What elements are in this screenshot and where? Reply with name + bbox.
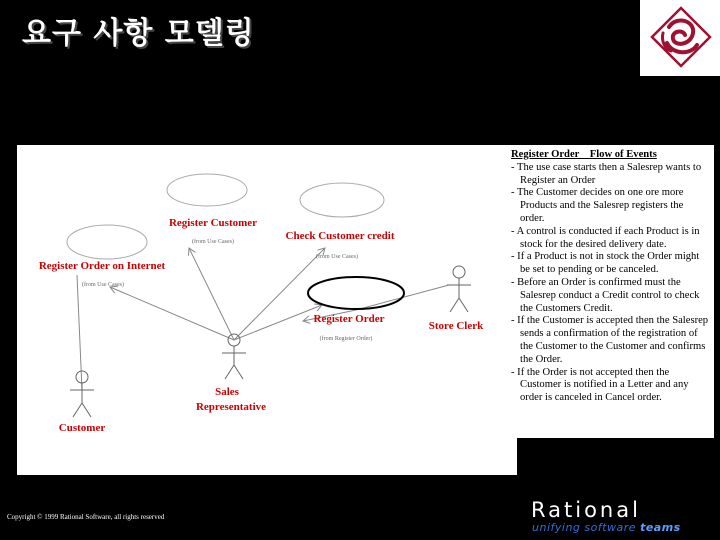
flow-step: - Before an Order is confirmed must the Salesrep conduct a Credit control to check the Customers Credit. (511, 276, 700, 314)
use-case-register-order-on-internet (67, 225, 147, 259)
flow-step: - The Customer decides on one ore more Products and the Salesrep registers the order. (511, 187, 684, 224)
brand-tagline-part: unifying software (532, 521, 641, 534)
actor-label: Customer (58, 422, 106, 434)
rational-brand-logo (531, 498, 716, 538)
flow-of-events-heading: Register Order Flow of Events (511, 149, 657, 160)
use-case-package: (from Use Cases) (192, 239, 234, 245)
flow-step: - If the Order is not accepted then the Customer is notified in a Letter and any order is canceled in Cancel order. (511, 366, 689, 404)
use-case-label: Register Customer (168, 217, 258, 229)
flow-of-events-panel (504, 145, 714, 438)
brand-name: Rational (531, 498, 641, 522)
use-case-package: (from Use Cases) (316, 254, 358, 260)
flow-step: - If the Customer is accepted then the Salesrep sends a confirmation of the registration of the Customer to the Customer and confirms the Order. (511, 315, 709, 365)
use-case-register-customer (167, 174, 247, 206)
use-case-label: Register Order on Internet (38, 260, 166, 272)
association-line (189, 248, 234, 340)
use-case-register-order (308, 277, 404, 309)
slide-title: 요구 사항 모델링 (22, 16, 255, 51)
association-line (234, 248, 325, 340)
actor-sales-representative-icon (222, 334, 246, 379)
actor-label: Store Clerk (428, 320, 484, 332)
brand-tagline (532, 521, 681, 534)
actor-label: Sales (215, 386, 239, 398)
actor-store-clerk-icon (447, 266, 471, 312)
flow-step: - The use case starts then a Salesrep wants to Register an Order (511, 161, 702, 186)
use-case-package: (from Register Order) (319, 336, 373, 342)
use-case-package: (from Use Cases) (82, 282, 124, 288)
use-case-label: Check Customer credit (285, 230, 395, 242)
association-line (234, 305, 322, 340)
use-case-diagram (17, 145, 517, 475)
association-line (110, 287, 234, 340)
brand-tagline-part: teams (640, 521, 681, 534)
flow-step: - If a Product is not in stock the Order might be set to pending or be canceled. (511, 251, 700, 276)
rose-logo (640, 0, 720, 76)
use-case-label: Register Order (313, 313, 385, 325)
flow-step: - A control is conducted if each Product is in stock for the desired delivery date. (511, 225, 700, 250)
rose-logo-icon (640, 0, 720, 76)
actor-label: Representative (195, 401, 267, 413)
actor-customer-icon (70, 371, 94, 417)
copyright-notice: Copyright © 1999 Rational Software, all rights reserved (7, 513, 165, 521)
use-case-check-customer-credit (300, 183, 384, 217)
